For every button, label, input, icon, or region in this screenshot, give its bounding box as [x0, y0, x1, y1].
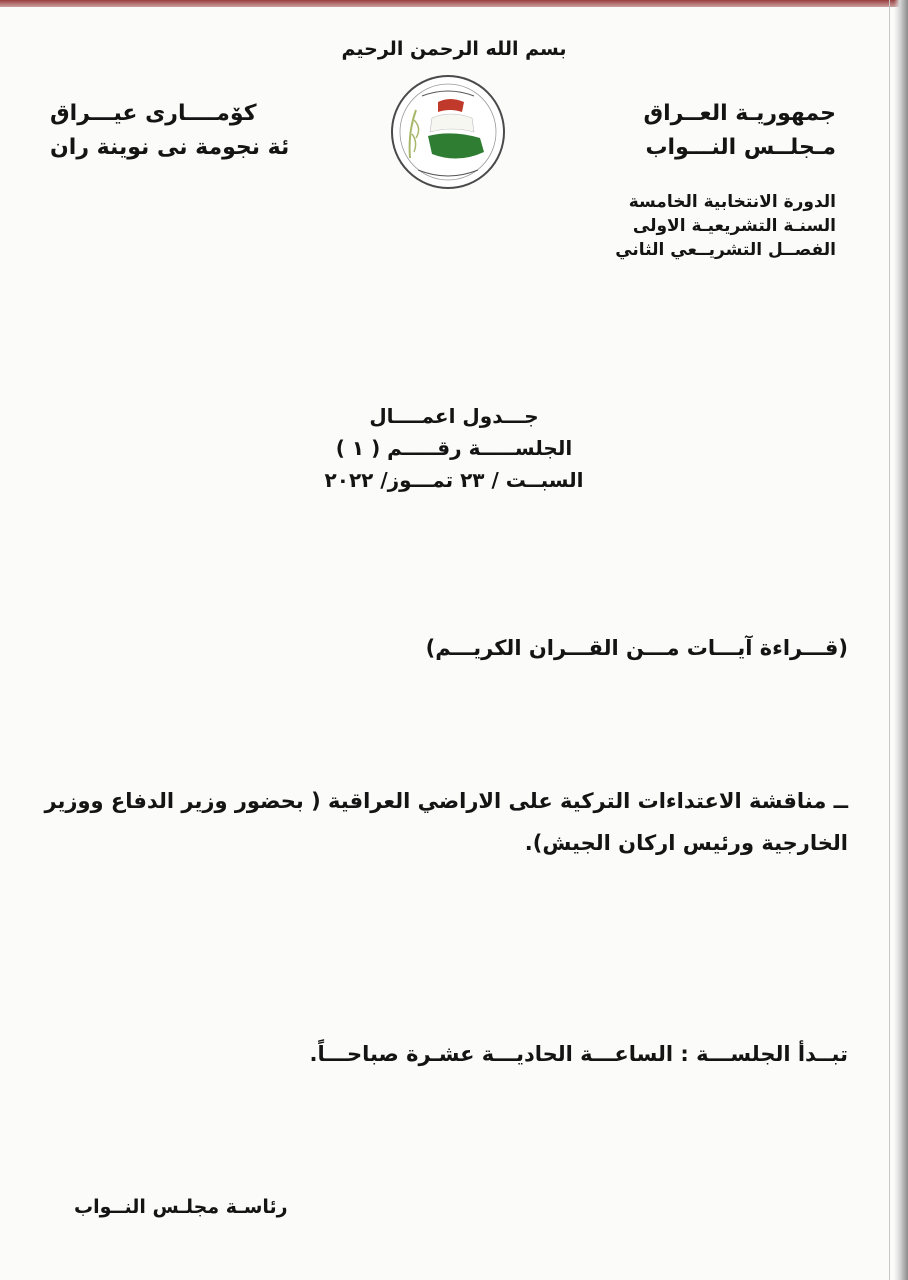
agenda-item-start-time: تبــدأ الجلســـة : الساعـــة الحاديـــة عشـرة صباحـــاً.: [309, 1042, 848, 1066]
top-border: [0, 0, 908, 7]
session-info: [615, 190, 836, 262]
agenda-item-quran: (قـــراءة آيـــات مـــن القـــران الكريـــم): [425, 636, 848, 660]
basmala: بسم الله الرحمن الرحيم: [341, 38, 567, 60]
header-kurdish-council: ئة نجومة نى نوينة ران: [50, 135, 290, 160]
session-cycle: الدورة الانتخابية الخامسة: [628, 192, 836, 212]
signature-block: رئاسـة مجلـس النــواب: [74, 1196, 288, 1218]
header-kurdish-country: كۆمــــارى عيـــراق: [50, 101, 257, 126]
agenda-session-number: الجلســـــة رقـــــم ( ١ ): [335, 436, 573, 460]
parliament-emblem-icon: [388, 72, 508, 192]
header-council: مـجلــس النـــواب: [645, 135, 836, 160]
agenda-title: جـــدول اعمــــال: [369, 404, 539, 428]
page-edge-shadow: [894, 0, 908, 1280]
agenda-date: السبــت / ٢٣ تمـــوز/ ٢٠٢٢: [324, 468, 584, 492]
session-year: السنـة التشريعيـة الاولى: [632, 216, 836, 236]
header-arabic: [643, 97, 836, 165]
header-country: جمهوريـة العــراق: [643, 101, 836, 126]
agenda-heading: [0, 400, 908, 496]
agenda-item-discussion: ــ مناقشة الاعتداءات التركية على الاراضي العراقية ( بحضور وزير الدفاع ووزير الخارجية ورئيس اركان الجيش).: [44, 789, 848, 855]
header-kurdish: [50, 97, 289, 165]
page-edge-line: [889, 0, 890, 1280]
session-term: الفصــل التشريــعي الثاني: [615, 240, 836, 260]
